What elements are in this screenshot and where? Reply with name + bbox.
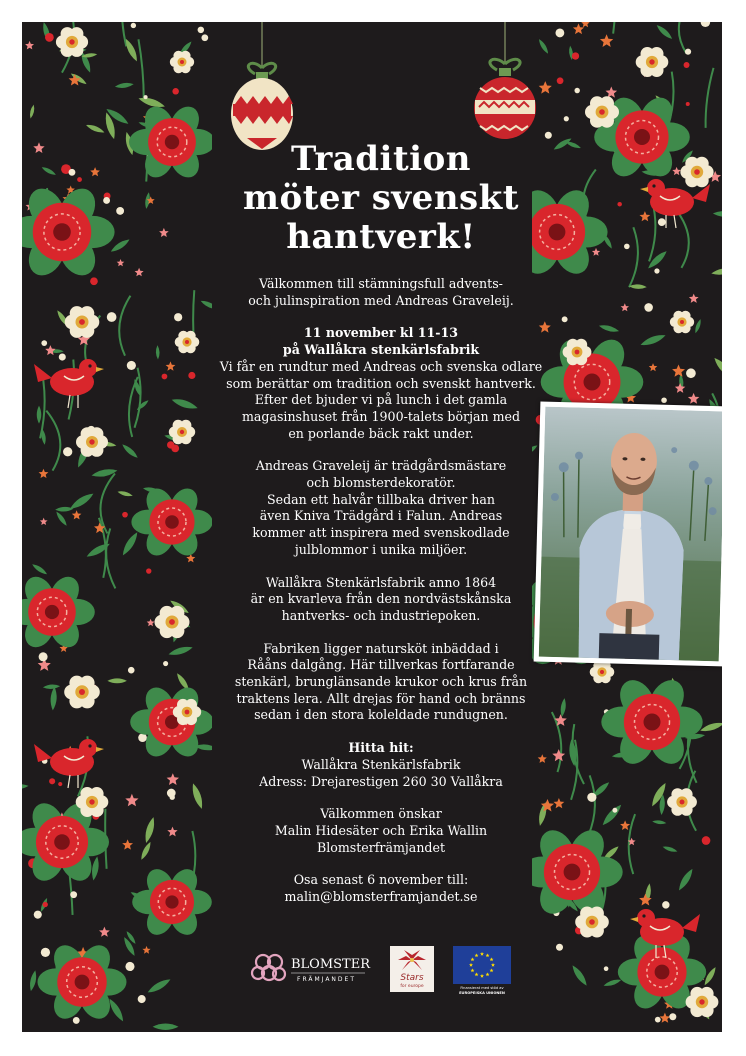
- text-line: Sedan ett halvår tillbaka driver han: [267, 491, 495, 507]
- leaf-icon: [55, 510, 69, 527]
- branch-icon: [40, 378, 45, 438]
- cream-flower-icon: [636, 47, 669, 77]
- text-line: som berättar om tradition och svenskt hantverk.: [226, 375, 536, 391]
- leaf-icon: [694, 319, 703, 334]
- title-line: Tradition: [291, 139, 471, 179]
- event-date: 11 november kl 11-13: [303, 325, 459, 341]
- christmas-bauble-ornament-right: [470, 22, 540, 147]
- text-line: julblommor i unika miljöer.: [294, 541, 468, 557]
- leaf-icon: [85, 123, 105, 135]
- leaf-icon: [107, 997, 126, 1023]
- berry-icon: [69, 169, 76, 176]
- berry-icon: [587, 793, 596, 802]
- eu-flag-icon: [453, 946, 511, 984]
- wallakra-paragraph: [202, 575, 560, 625]
- welcome-paragraph: [202, 806, 560, 856]
- berry-icon: [604, 966, 609, 971]
- cream-flower-icon: [65, 306, 100, 338]
- branch-icon: [613, 22, 619, 34]
- stars-wordmark: Stars: [400, 973, 424, 983]
- star-icon: [167, 827, 177, 837]
- berry-icon: [131, 23, 136, 28]
- berry-icon: [201, 34, 208, 41]
- stars-for-europe-logo: [390, 946, 434, 992]
- berry-icon: [41, 340, 47, 346]
- berry-icon: [116, 207, 124, 215]
- directions-heading: Hitta hit:: [348, 740, 414, 756]
- leaf-icon: [139, 841, 153, 861]
- leaf-icon: [43, 684, 61, 690]
- branch-icon: [588, 775, 595, 835]
- berry-icon: [125, 962, 134, 971]
- text-line: Andreas Graveleij är trädgårdsmästare: [255, 458, 507, 474]
- berry-icon: [654, 268, 659, 273]
- leaf-icon: [655, 23, 674, 41]
- star-icon: [135, 268, 144, 277]
- berry-icon: [70, 891, 77, 898]
- star-icon: [675, 383, 685, 393]
- address-line: Adress: Drejarestigen 260 30 Vallåkra: [259, 773, 503, 789]
- text-line: hantverks- och industriepoken.: [281, 607, 481, 623]
- berry-icon: [701, 22, 711, 27]
- berry-icon: [171, 445, 179, 453]
- berry-icon: [624, 244, 630, 250]
- berry-icon: [49, 778, 55, 784]
- text-line: Välkommen till stämningsfull advents-: [259, 276, 503, 291]
- berry-icon: [644, 303, 653, 312]
- poster: [22, 22, 722, 1032]
- rsvp-paragraph: [202, 872, 560, 905]
- leaf-icon: [713, 211, 722, 218]
- text-line: Fabriken ligger natursköt inbäddad i: [263, 640, 499, 656]
- stars-tagline: for europe: [400, 984, 424, 989]
- leaf-icon: [676, 867, 695, 892]
- star-icon: [40, 518, 48, 525]
- text-line: Välkommen önskar: [320, 806, 442, 822]
- star-icon: [660, 1013, 671, 1023]
- cream-flower-icon: [169, 420, 195, 444]
- star-icon: [621, 303, 629, 311]
- directions-paragraph: [202, 740, 560, 790]
- andreas-paragraph: [202, 458, 560, 558]
- star-icon: [539, 81, 552, 94]
- star-icon: [640, 211, 651, 221]
- berry-icon: [128, 667, 135, 674]
- text-line: Blomsterfrämjandet: [316, 839, 446, 855]
- star-icon: [99, 927, 110, 937]
- text-line: Malin Hidesäter och Erika Wallin: [274, 822, 488, 838]
- berry-icon: [58, 782, 62, 786]
- invitation-text: [202, 140, 560, 922]
- red-flower-icon: [132, 864, 212, 939]
- cream-flower-icon: [76, 427, 108, 457]
- text-line: Osa senast 6 november till:: [293, 872, 469, 888]
- star-icon: [688, 393, 699, 404]
- leaf-icon: [649, 781, 668, 808]
- red-flower-icon: [22, 572, 95, 653]
- text-line: kommer att inspirera med svenskodlade: [252, 525, 510, 541]
- leaf-icon: [629, 284, 647, 289]
- text-line: stenkärl, brunglänsande krukor och krus från: [234, 674, 528, 690]
- berry-icon: [562, 316, 568, 322]
- text-line: magasinshuset från 1900-talets början med: [241, 408, 521, 424]
- leaf-icon: [146, 976, 172, 995]
- star-icon: [573, 23, 584, 34]
- event-paragraph: [202, 325, 560, 442]
- cream-flower-icon: [170, 51, 194, 73]
- cream-flower-icon: [667, 788, 697, 816]
- berry-icon: [63, 447, 72, 456]
- red-flower-icon: [129, 101, 212, 182]
- leaf-icon: [22, 783, 29, 790]
- star-icon: [620, 820, 630, 830]
- berry-icon: [174, 313, 182, 321]
- leaf-icon: [107, 678, 126, 683]
- star-icon: [69, 74, 81, 86]
- star-icon: [166, 361, 176, 370]
- text-line: Wallåkra Stenkärlsfabrik anno 1864: [265, 574, 497, 590]
- branch-icon: [138, 39, 143, 99]
- text-line: även Kniva Trädgård i Falun. Andreas: [259, 508, 503, 524]
- berry-icon: [557, 77, 564, 84]
- star-icon: [600, 34, 613, 47]
- berry-icon: [684, 62, 690, 68]
- star-icon: [45, 345, 55, 355]
- berry-icon: [545, 132, 552, 139]
- leaf-icon: [41, 166, 57, 177]
- poster-title: [202, 140, 560, 257]
- cream-flower-icon: [686, 987, 719, 1017]
- berry-icon: [77, 177, 82, 182]
- berry-icon: [146, 568, 151, 573]
- leaf-icon: [712, 356, 722, 381]
- leaf-icon: [711, 267, 722, 277]
- star-icon: [125, 794, 138, 807]
- berry-icon: [39, 652, 48, 661]
- leaf-icon: [639, 332, 666, 348]
- berry-icon: [138, 995, 146, 1003]
- berry-icon: [555, 29, 564, 38]
- photo-frame: [534, 402, 722, 667]
- leaf-icon: [115, 82, 134, 89]
- star-icon: [649, 363, 658, 371]
- berry-icon: [655, 1017, 661, 1023]
- text-line: Wallåkra Stenkärlsfabrik: [301, 756, 461, 772]
- leaf-icon: [153, 1024, 179, 1030]
- leaf-icon: [121, 442, 140, 459]
- leaf-icon: [55, 506, 74, 512]
- berry-icon: [556, 944, 563, 951]
- star-icon: [606, 87, 618, 98]
- berry-icon: [685, 49, 691, 55]
- berry-icon: [612, 808, 617, 813]
- red-flower-icon: [130, 682, 212, 761]
- branch-icon: [122, 22, 126, 46]
- text-line: Vi får en rundtur med Andreas och svenska odlare: [219, 358, 543, 374]
- leaf-icon: [143, 816, 157, 844]
- berry-icon: [103, 197, 110, 204]
- leaf-icon: [117, 490, 133, 498]
- branch-icon: [629, 227, 638, 287]
- star-icon: [90, 167, 100, 176]
- leaf-icon: [122, 936, 137, 957]
- star-icon: [117, 259, 125, 266]
- berry-icon: [574, 88, 579, 93]
- branch-icon: [674, 208, 688, 268]
- text-line: är en kvarleva från den nordvästskånska: [250, 591, 512, 607]
- berry-icon: [162, 374, 168, 380]
- leaf-icon: [603, 978, 622, 988]
- leaf-icon: [37, 406, 41, 424]
- leaf-icon: [50, 686, 58, 710]
- branch-icon: [106, 528, 115, 588]
- berry-icon: [122, 512, 128, 518]
- berry-icon: [564, 116, 569, 121]
- berry-icon: [41, 948, 50, 957]
- intro-paragraph: [202, 276, 560, 309]
- text-line: och julinspiration med Andreas Graveleij.: [248, 292, 514, 308]
- berry-icon: [658, 218, 666, 226]
- berry-icon: [127, 361, 136, 370]
- berry-icon: [107, 312, 117, 322]
- christmas-bauble-ornament-left: [227, 22, 297, 152]
- left-floral-border: [22, 22, 212, 1032]
- event-location: på Wallåkra stenkärlsfabrik: [282, 342, 480, 358]
- star-icon: [147, 619, 155, 627]
- branch-icon: [135, 368, 141, 428]
- red-flower-icon: [131, 484, 212, 561]
- berry-icon: [198, 27, 205, 34]
- cream-flower-icon: [175, 331, 200, 354]
- leaf-icon: [662, 845, 678, 854]
- berry-icon: [34, 911, 42, 919]
- berry-icon: [662, 901, 669, 908]
- eu-funding-note: EUROPEISKA UNIONEN: [459, 990, 505, 995]
- text-line: Efter det bjuder vi på lunch i det gamla: [254, 392, 508, 408]
- cream-flower-icon: [56, 27, 88, 57]
- text-line: Rååns dalgång. Här tillverkas fortfarande: [247, 657, 515, 673]
- star-icon: [72, 510, 82, 519]
- email-address: malin@blomsterframjandet.se: [284, 889, 478, 905]
- leaf-icon: [171, 396, 199, 411]
- berry-icon: [661, 397, 667, 403]
- star-icon: [142, 946, 150, 954]
- portrait-photo: [539, 407, 722, 662]
- leaf-icon: [699, 720, 722, 733]
- text-line: sedan i den stora koleldade rundugnen.: [254, 707, 508, 723]
- leaf-icon: [136, 399, 150, 412]
- text-line: traktens lera. Allt drejas för hand och bränns: [236, 690, 526, 706]
- cream-flower-icon: [680, 157, 713, 188]
- star-icon: [159, 228, 169, 237]
- berry-icon: [686, 368, 696, 378]
- leaf-icon: [156, 345, 160, 360]
- star-icon: [689, 294, 699, 303]
- branch-icon: [119, 296, 130, 356]
- sponsor-logos: [247, 944, 517, 996]
- star-icon: [33, 142, 44, 153]
- leaf-icon: [109, 237, 131, 254]
- eu-funding-note: Finansierat med stöd av: [460, 986, 504, 990]
- berry-icon: [617, 202, 622, 207]
- leaf-icon: [600, 802, 624, 827]
- factory-paragraph: [202, 641, 560, 725]
- berry-icon: [172, 88, 179, 95]
- title-line: hantverk!: [286, 217, 476, 257]
- text-line: en porlande bäck rakt under.: [288, 425, 474, 441]
- text-line: och blomsterdekoratör.: [306, 475, 456, 491]
- berry-icon: [45, 33, 54, 42]
- leaf-icon: [90, 856, 100, 881]
- star-icon: [167, 773, 179, 785]
- star-icon: [592, 248, 600, 256]
- star-icon: [39, 469, 49, 478]
- cream-flower-icon: [590, 661, 615, 684]
- berry-icon: [702, 836, 711, 845]
- berry-icon: [669, 1013, 676, 1020]
- star-icon: [122, 839, 133, 849]
- cream-flower-icon: [670, 311, 694, 333]
- leaf-icon: [91, 467, 118, 478]
- star-icon: [672, 365, 685, 377]
- berry-icon: [572, 52, 579, 59]
- blomsterframjandet-logo: [247, 948, 372, 992]
- poinsettia-icon: [390, 946, 434, 974]
- berry-icon: [170, 795, 175, 800]
- leaf-icon: [570, 964, 589, 988]
- berry-icon: [73, 1017, 80, 1024]
- star-icon: [25, 41, 34, 50]
- leaf-icon: [120, 530, 140, 557]
- berry-icon: [188, 372, 195, 379]
- leaf-icon: [28, 970, 38, 992]
- branch-icon: [100, 473, 114, 533]
- berry-icon: [144, 95, 148, 99]
- branch-icon: [706, 68, 714, 128]
- leaf-icon: [29, 104, 36, 119]
- leaf-icon: [31, 562, 48, 576]
- title-line: möter svenskt: [243, 178, 519, 218]
- blomster-wordmark: BLOMSTER: [291, 957, 371, 972]
- berry-icon: [90, 277, 98, 285]
- leaf-icon: [652, 820, 667, 825]
- star-icon: [672, 167, 681, 175]
- berry-icon: [43, 902, 48, 907]
- berry-icon: [163, 661, 168, 666]
- leaf-icon: [168, 644, 194, 657]
- cream-flower-icon: [64, 676, 100, 709]
- branch-icon: [46, 411, 60, 471]
- red-flower-icon: [22, 182, 115, 282]
- framjandet-wordmark: FRÄMJANDET: [297, 976, 356, 983]
- leaf-icon: [598, 323, 619, 333]
- berry-icon: [59, 353, 66, 360]
- berry-icon: [686, 102, 690, 106]
- star-icon: [581, 22, 590, 27]
- eu-flag-logo: [453, 946, 511, 996]
